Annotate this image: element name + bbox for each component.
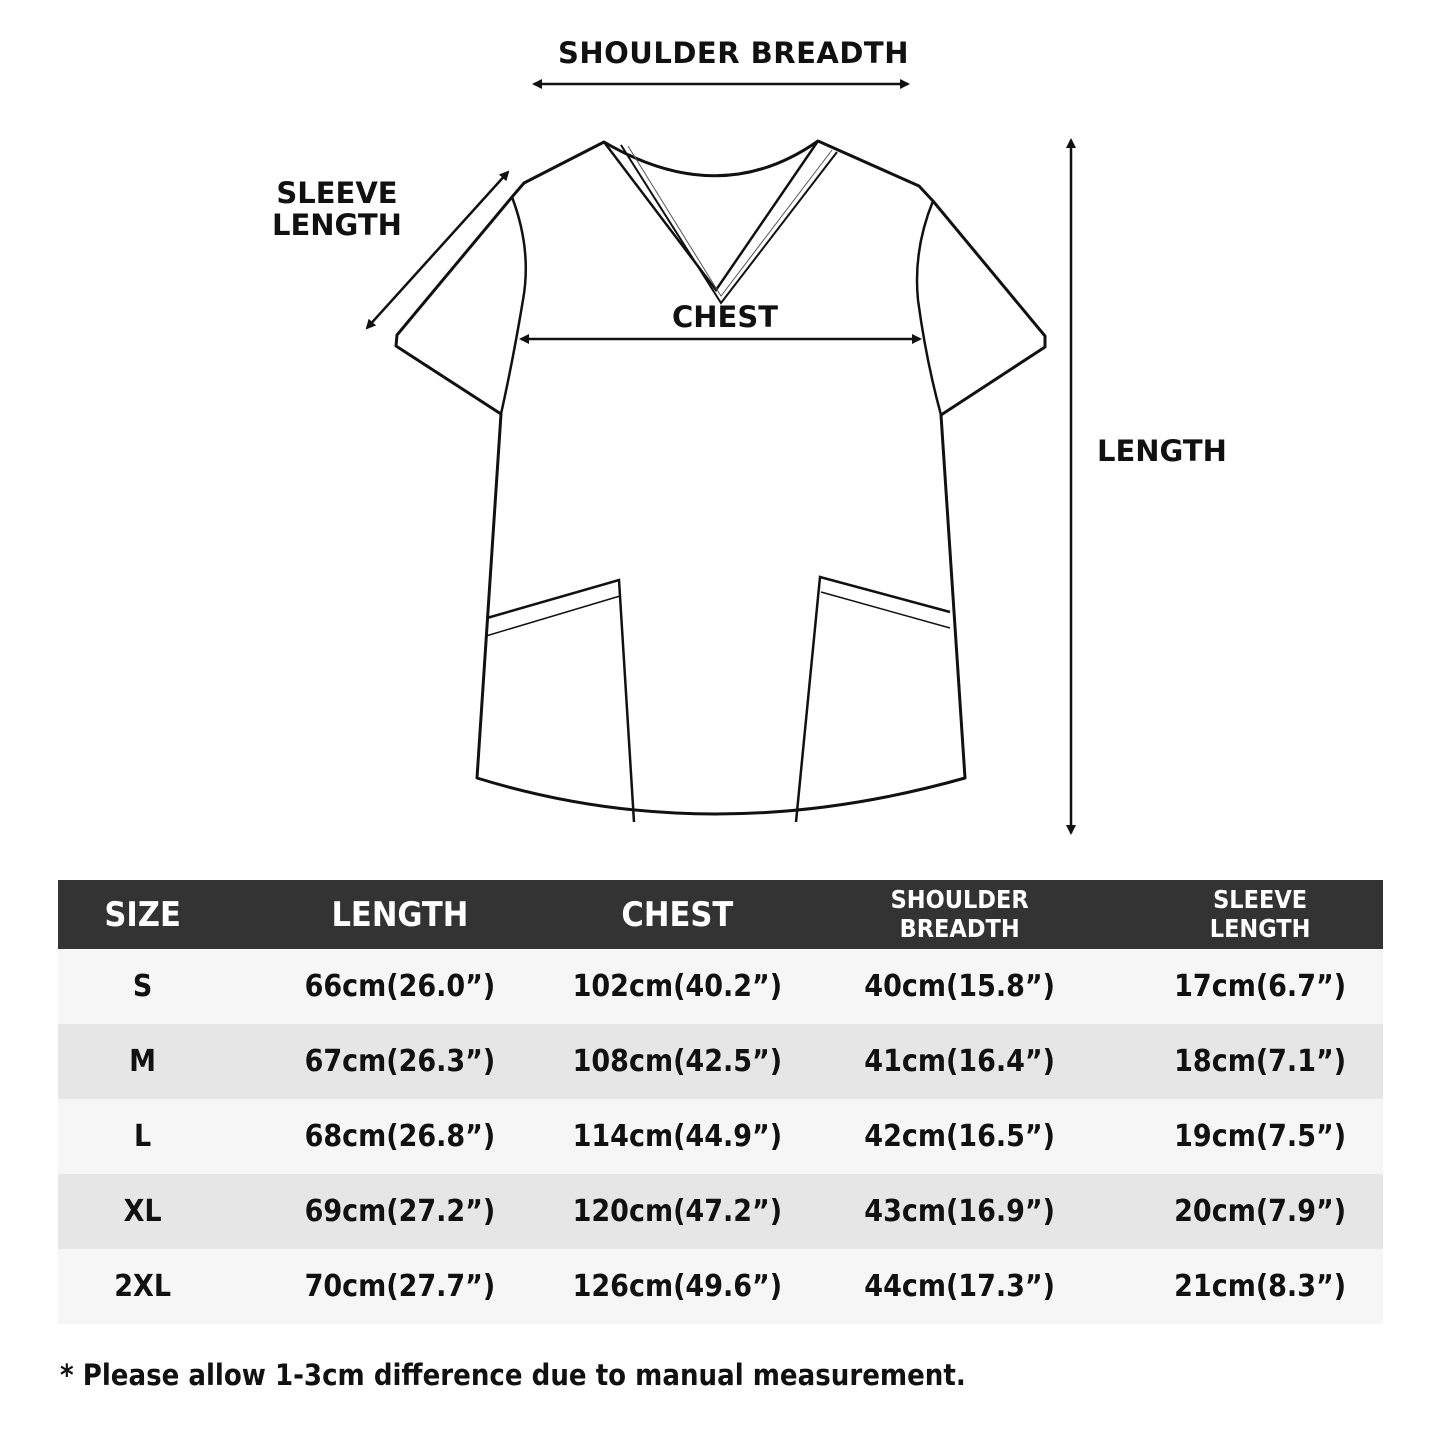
header-sleeve-length — [1137, 880, 1383, 949]
cell-shoulder: 41cm(16.4”) — [782, 1024, 1137, 1099]
size-chart-table — [58, 880, 1383, 1324]
header-sleeve-line1: SLEEVE — [1213, 884, 1308, 914]
cell-sleeve: 20cm(7.9”) — [1137, 1174, 1383, 1249]
header-chest: CHEST — [573, 880, 782, 949]
cell-size: L — [58, 1099, 227, 1174]
cell-sleeve: 18cm(7.1”) — [1137, 1024, 1383, 1099]
header-shoulder-breadth — [782, 880, 1137, 949]
sleeve-length-label-line1: SLEEVE — [276, 176, 398, 210]
header-length: LENGTH — [227, 880, 572, 949]
cell-chest: 114cm(44.9”) — [573, 1099, 782, 1174]
cell-shoulder: 44cm(17.3”) — [782, 1249, 1137, 1324]
cell-shoulder: 40cm(15.8”) — [782, 949, 1137, 1024]
cell-chest: 102cm(40.2”) — [573, 949, 782, 1024]
chest-label: CHEST — [672, 300, 779, 334]
header-sleeve-line2: LENGTH — [1209, 913, 1311, 943]
cell-length: 70cm(27.7”) — [227, 1249, 572, 1324]
cell-chest: 126cm(49.6”) — [573, 1249, 782, 1324]
cell-chest: 108cm(42.5”) — [573, 1024, 782, 1099]
cell-length: 68cm(26.8”) — [227, 1099, 572, 1174]
cell-sleeve: 19cm(7.5”) — [1137, 1099, 1383, 1174]
table-row — [58, 1249, 1383, 1324]
sleeve-length-label-line2: LENGTH — [272, 207, 402, 242]
cell-shoulder: 43cm(16.9”) — [782, 1174, 1137, 1249]
measurement-footnote: * Please allow 1-3cm difference due to manual measurement. — [60, 1358, 966, 1392]
header-size: SIZE — [58, 880, 227, 949]
cell-length: 66cm(26.0”) — [227, 949, 572, 1024]
header-shoulder-line1: SHOULDER — [890, 884, 1029, 914]
cell-length: 69cm(27.2”) — [227, 1174, 572, 1249]
cell-sleeve: 21cm(8.3”) — [1137, 1249, 1383, 1324]
table-row — [58, 1099, 1383, 1174]
cell-size: 2XL — [58, 1249, 227, 1324]
shoulder-breadth-label: SHOULDER BREADTH — [558, 36, 909, 70]
table-row — [58, 1174, 1383, 1249]
cell-size: S — [58, 949, 227, 1024]
shirt-outline — [396, 141, 1045, 814]
cell-size: XL — [58, 1174, 227, 1249]
table-row — [58, 1024, 1383, 1099]
table-row — [58, 949, 1383, 1024]
cell-sleeve: 17cm(6.7”) — [1137, 949, 1383, 1024]
cell-size: M — [58, 1024, 227, 1099]
sleeve-length-label — [272, 178, 402, 242]
table-header-row — [58, 880, 1383, 949]
cell-length: 67cm(26.3”) — [227, 1024, 572, 1099]
length-label: LENGTH — [1097, 434, 1227, 468]
header-shoulder-line2: BREADTH — [899, 913, 1020, 943]
cell-chest: 120cm(47.2”) — [573, 1174, 782, 1249]
cell-shoulder: 42cm(16.5”) — [782, 1099, 1137, 1174]
